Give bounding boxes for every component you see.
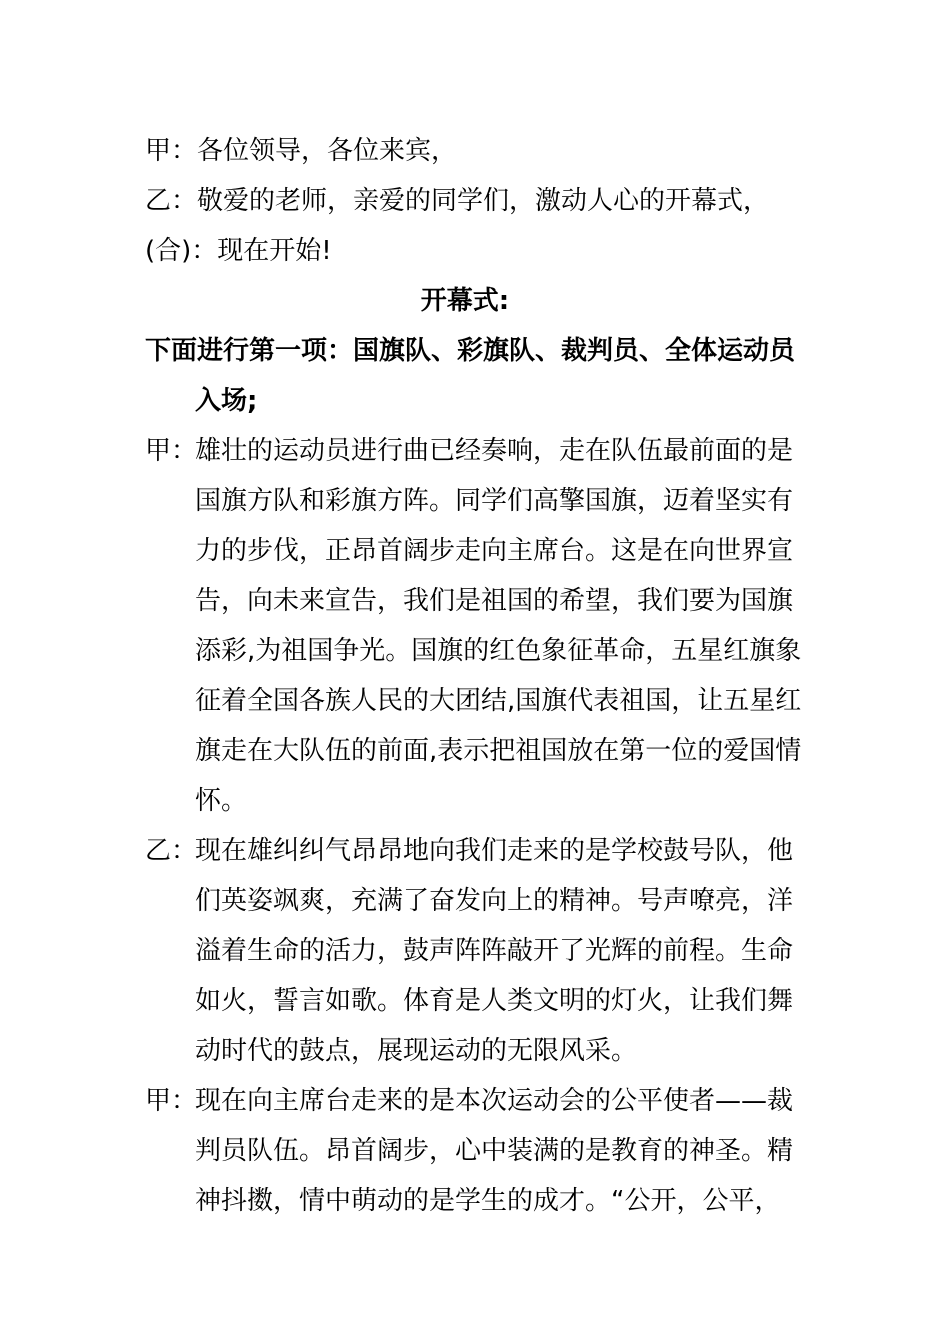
paragraph-text [195,826,810,1076]
paragraph-line: 添彩,为祖国争光。国旗的红色象征革命，五星红旗象 [195,636,802,666]
intro-line-3: (合)：现在开始! [145,236,332,266]
paragraph-line: 现在向主席台走来的是本次运动会的公平使者——裁 [195,1086,794,1116]
paragraph-3 [145,1076,815,1226]
paragraph-text [195,426,810,826]
paragraph-2 [145,826,815,1076]
paragraph-line: 现在雄纠纠气昂昂地向我们走来的是学校鼓号队，他 [195,836,794,866]
paragraph-1 [145,426,815,826]
paragraph-line: 怀。 [195,786,248,816]
paragraph-line: 旗走在大队伍的前面,表示把祖国放在第一位的爱国情 [195,736,802,766]
item1-line-1: 下面进行第一项：国旗队、彩旗队、裁判员、全体运动员 [145,336,796,366]
paragraph-line: 如火，誓言如歌。体育是人类文明的灯火，让我们舞 [195,986,794,1016]
item1-line-2: 入场; [195,386,258,416]
speaker-label: 甲： [145,436,198,466]
paragraph-line: 动时代的鼓点，展现运动的无限风采。 [195,1036,638,1066]
section-heading: 开幕式: [420,286,510,316]
paragraph-line: 力的步伐，正昂首阔步走向主席台。这是在向世界宣 [195,536,794,566]
document-body [145,126,815,1226]
speaker-label: 甲： [145,1086,198,1116]
paragraph-line: 溢着生命的活力，鼓声阵阵敲开了光辉的前程。生命 [195,936,794,966]
intro-line-2: 乙：敬爱的老师，亲爱的同学们，激动人心的开幕式， [145,186,770,216]
paragraph-line: 雄壮的运动员进行曲已经奏响，走在队伍最前面的是 [195,436,794,466]
speaker-label: 乙： [145,836,198,866]
paragraph-line: 判员队伍。昂首阔步，心中装满的是教育的神圣。精 [195,1136,794,1166]
paragraph-line: 神抖擞，情中萌动的是学生的成才。“公开，公平， [195,1186,781,1216]
paragraph-line: 告，向未来宣告，我们是祖国的希望，我们要为国旗 [195,586,794,616]
paragraph-text [195,1076,810,1226]
paragraph-line: 征着全国各族人民的大团结,国旗代表祖国，让五星红 [195,686,802,716]
intro-line-1: 甲：各位领导，各位来宾， [145,136,458,166]
paragraph-line: 们英姿飒爽，充满了奋发向上的精神。号声嘹亮，洋 [195,886,794,916]
paragraph-line: 国旗方队和彩旗方阵。同学们高擎国旗，迈着坚实有 [195,486,794,516]
